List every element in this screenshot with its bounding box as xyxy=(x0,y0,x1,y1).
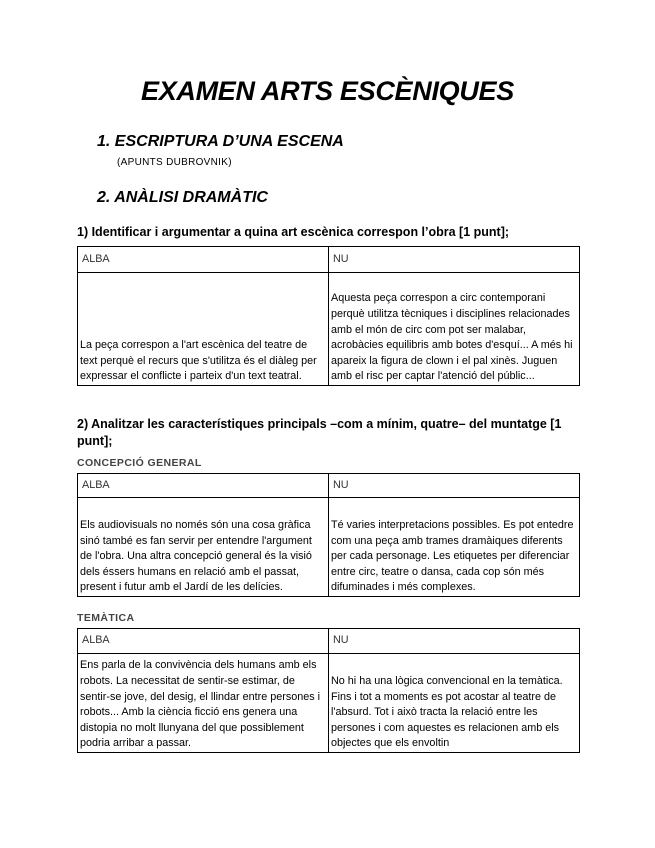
answer-table-concepcio xyxy=(77,473,580,597)
column-header-nu: NU xyxy=(329,629,580,654)
answer-table-tematica xyxy=(77,628,580,753)
section-heading-escriptura: 1. ESCRIPTURA D’UNA ESCENA xyxy=(97,133,344,150)
column-header-nu: NU xyxy=(329,247,580,273)
answer-table-q1 xyxy=(77,246,580,386)
answer-cell-nu: Té varies interpretacions possibles. Es pot entedre com una peça amb trames dramàiques diferents per cada personage. Les etiquetes per diferenciar entre circ, teatre o dansa, cada cop són més difuminades i més complexes. xyxy=(329,498,580,597)
question-2: 2) Analitzar les característiques principals –com a mínim, quatre– del muntatge [1 punt]; xyxy=(77,417,562,448)
section-note: (APUNTS DUBROVNIK) xyxy=(117,157,232,168)
caption-concepcio-general: CONCEPCIÓ GENERAL xyxy=(77,457,202,469)
section-heading-analisi: 2. ANÀLISI DRAMÀTIC xyxy=(97,189,268,206)
document-title: EXAMEN ARTS ESCÈNIQUES xyxy=(141,76,514,106)
answer-cell-alba: Ens parla de la convivència dels humans amb els robots. La necessitat de sentir-se estimar, de sentir-se jove, del desig, el llindar entre persones i robots... Amb la ciència ficció ens genera una distopia no molt llunyana del que possiblement podria arribar a passar. xyxy=(78,654,329,753)
caption-tematica: TEMÀTICA xyxy=(77,612,135,624)
answer-cell-nu: No hi ha una lògica convencional en la temàtica. Fins i tot a moments es pot acostar al teatre de l'absurd. Tot i això tracta la relació entre les persones i com aquestes es relacionen amb els objectes que els envoltin xyxy=(329,654,580,753)
column-header-alba: ALBA xyxy=(78,629,329,654)
question-1: 1) Identificar i argumentar a quina art escènica correspon l’obra [1 punt]; xyxy=(77,225,510,239)
column-header-alba: ALBA xyxy=(78,247,329,273)
answer-cell-alba: La peça correspon a l'art escènica del teatre de text perquè el recurs que s'utilitza és el diàleg per expressar el conflicte i parteix d'un text teatral. xyxy=(78,273,329,386)
column-header-alba: ALBA xyxy=(78,474,329,498)
answer-cell-nu: Aquesta peça correspon a circ contemporani perquè utilitza tècniques i disciplines relacionades amb el món de circ com pot ser malabar, acrobàcies equilibris amb botes d'esquí... A més hi apareix la figura de clown i el pal xinès. Juguen amb el risc per captar l'atenció del públic... xyxy=(329,273,580,386)
answer-cell-alba: Els audiovisuals no només són una cosa gràfica sinó també es fan servir per entendre l'argument de l'obra. Una altra concepció general és la visió dels éssers humans en relació amb el passat, present i futur amb el Jardí de les delícies. xyxy=(78,498,329,597)
column-header-nu: NU xyxy=(329,474,580,498)
